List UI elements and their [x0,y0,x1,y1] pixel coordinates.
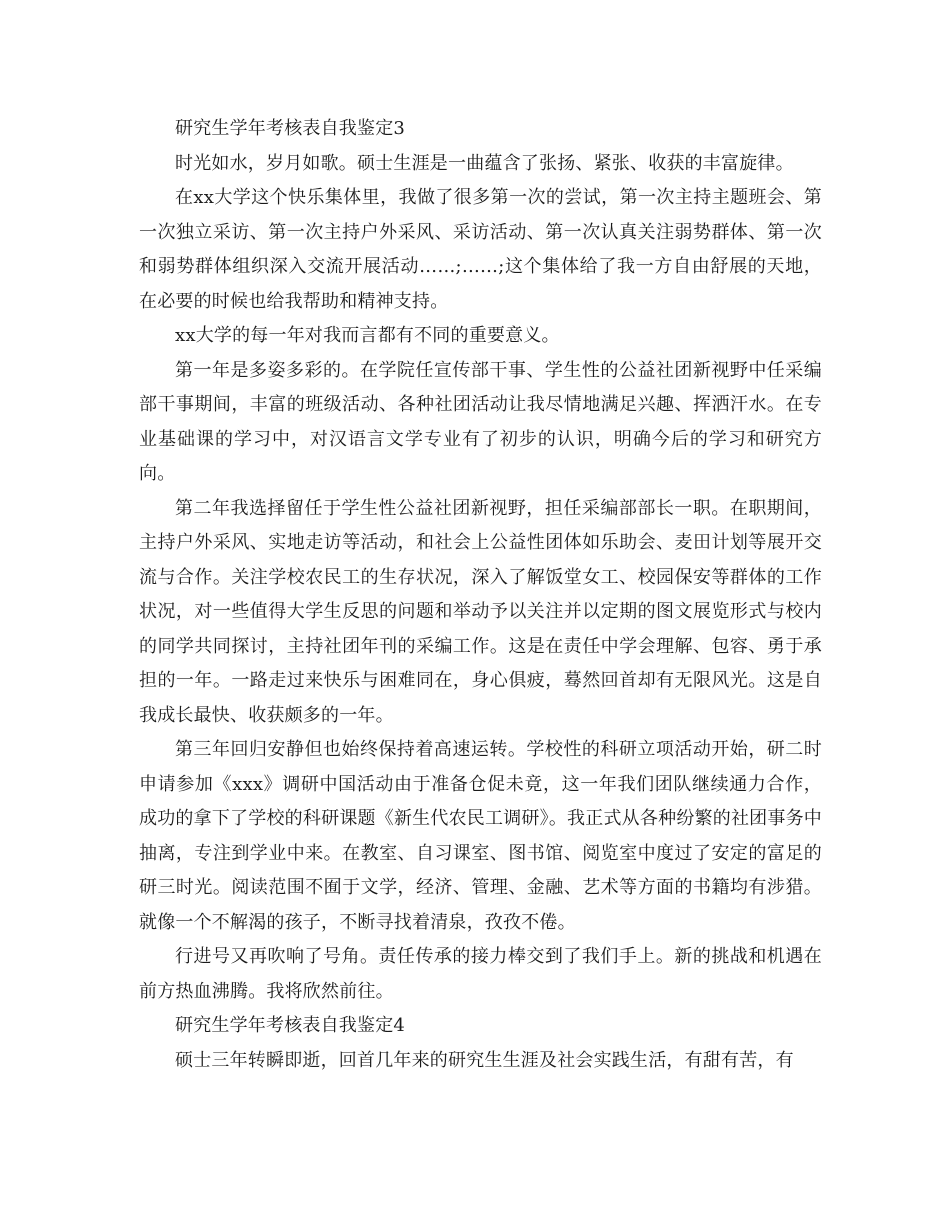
paragraph-collective: 在xx大学这个快乐集体里，我做了很多第一次的尝试，第一次主持主题班会、第一次独立采访、第一次主持户外采风、采访活动、第一次认真关注弱势群体、第一次和弱势群体组织深入交流开展活动……;……;这个集体给了我一方自由舒展的天地，在必要的时候也给我帮助和精神支持。 [139,187,822,312]
section-title-3: 研究生学年考核表自我鉴定3 [175,118,406,139]
paragraph-closing: 行进号又再吹响了号角。责任传承的接力棒交到了我们手上。新的挑战和机遇在前方热血沸腾。我将欣然前往。 [139,946,822,1002]
paragraph-each-year: xx大学的每一年对我而言都有不同的重要意义。 [175,325,560,346]
paragraph-third-year: 第三年回归安静但也始终保持着高速运转。学校性的科研立项活动开始，研二时申请参加《xxx》调研中国活动由于准备仓促未竟，这一年我们团队继续通力合作，成功的拿下了学校的科研课题《新生代农民工调研》。我正式从各种纷繁的社团事务中抽离，专注到学业中来。在教室、自习课室、图书馆、阅览室中度过了安定的富足的研三时光。阅读范围不囿于文学，经济、管理、金融、艺术等方面的书籍均有涉猎。就像一个不解渴的孩子，不断寻找着清泉，孜孜不倦。 [139,739,822,933]
paragraph-second-year: 第二年我选择留任于学生性公益社团新视野，担任采编部部长一职。在职期间，主持户外采风、实地走访等活动，和社会上公益性团体如乐助会、麦田计划等展开交流与合作。关注学校农民工的生存状况，深入了解饭堂女工、校园保安等群体的工作状况，对一些值得大学生反思的问题和举动予以关注并以定期的图文展览形式与校内的同学共同探讨，主持社团年刊的采编工作。这是在责任中学会理解、包容、勇于承担的一年。一路走过来快乐与困难同在，身心俱疲，蓦然回首却有无限风光。这是自我成长最快、收获颇多的一年。 [139,497,822,726]
paragraph-first-year: 第一年是多姿多彩的。在学院任宣传部干事、学生性的公益社团新视野中任采编部干事期间，丰富的班级活动、各种社团活动让我尽情地满足兴趣、挥洒汗水。在专业基础课的学习中，对汉语言文学专业有了初步的认识，明确今后的学习和研究方向。 [139,359,822,484]
paragraph-intro: 时光如水，岁月如歌。硕士生涯是一曲蕴含了张扬、紧张、收获的丰富旋律。 [175,152,794,174]
section-title-4: 研究生学年考核表自我鉴定4 [175,1015,406,1036]
paragraph-section-4-start: 硕士三年转瞬即逝，回首几年来的研究生生涯及社会实践生活，有甜有苦，有 [175,1049,794,1071]
